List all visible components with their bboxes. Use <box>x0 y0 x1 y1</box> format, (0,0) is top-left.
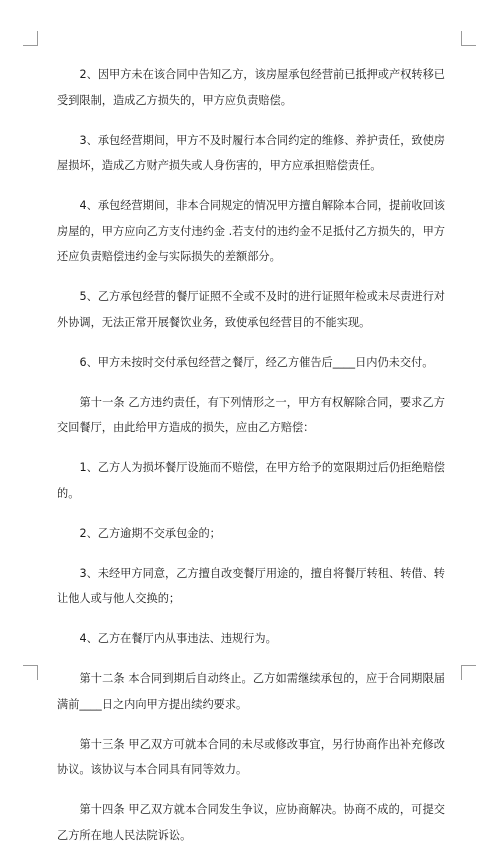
page-corner-mark-bottom-left <box>23 665 38 680</box>
paragraph: 3、承包经营期间，甲方不及时履行本合同约定的维修、养护责任，致使房屋损坏，造成乙方财产损失或人身伤害的，甲方应承担赔偿责任。 <box>57 133 445 172</box>
document-body <box>57 62 445 848</box>
page-corner-mark-top-right <box>461 31 476 46</box>
paragraph: 第十三条 甲乙双方可就本合同的未尽或修改事宜，另行协商作出补充修改协议。该协议与本合同具有同等效力。 <box>57 737 445 776</box>
paragraph: 第十二条 本合同到期后自动终止。乙方如需继续承包的，应于合同期限届满前____日之内向甲方提出续约要求。 <box>57 672 445 711</box>
paragraph: 4、乙方在餐厅内从事违法、违规行为。 <box>79 632 277 645</box>
page-corner-mark-top-left <box>23 31 38 46</box>
paragraph: 第十一条 乙方违约责任，有下列情形之一，甲方有权解除合同，要求乙方交回餐厅，由此给甲方造成的损失，应由乙方赔偿： <box>57 395 445 434</box>
paragraph: 1、乙方人为损坏餐厅设施而不赔偿，在甲方给予的宽限期过后仍拒绝赔偿的。 <box>57 461 445 500</box>
paragraph: 4、承包经营期间，非本合同规定的情况甲方擅自解除本合同，提前收回该房屋的，甲方应向乙方支付违约金 .若支付的违约金不足抵付乙方损失的，甲方还应负责赔偿违约金与实际损失的差额部分。 <box>57 199 445 263</box>
paragraph: 6、甲方未按时交付承包经营之餐厅，经乙方催告后____日内仍未交付。 <box>79 355 434 369</box>
paragraph: 3、未经甲方同意，乙方擅自改变餐厅用途的，擅自将餐厅转租、转借、转让他人或与他人交换的； <box>57 566 445 605</box>
paragraph: 5、乙方承包经营的餐厅证照不全或不及时的进行证照年检或未尽责进行对外协调，无法正常开展餐饮业务，致使承包经营目的不能实现。 <box>57 290 445 329</box>
paragraph: 第十四条 甲乙双方就本合同发生争议，应协商解决。协商不成的，可提交乙方所在地人民法院诉讼。 <box>57 803 445 842</box>
paragraph: 2、因甲方未在该合同中告知乙方，该房屋承包经营前已抵押或产权转移已受到限制，造成乙方损失的，甲方应负责赔偿。 <box>57 68 445 107</box>
paragraph: 2、乙方逾期不交承包金的； <box>79 526 221 540</box>
page-corner-mark-bottom-right <box>461 665 476 680</box>
